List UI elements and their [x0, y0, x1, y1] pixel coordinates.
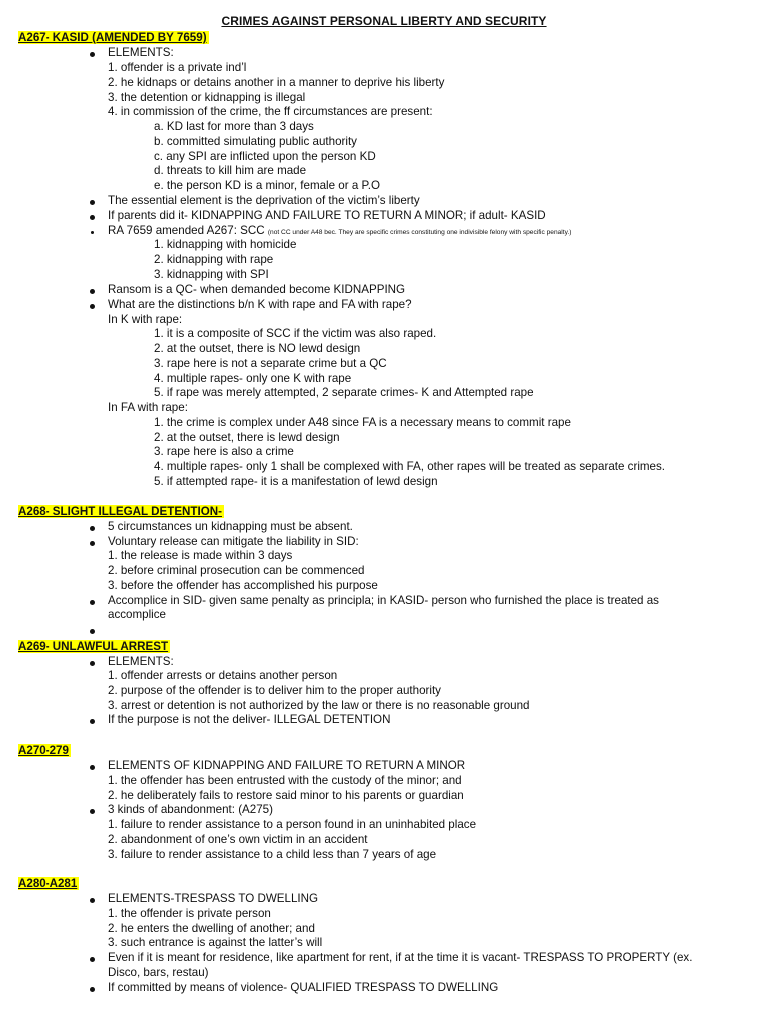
list-item: Disco, bars, restau) — [108, 966, 209, 979]
list-item: 2. he kidnaps or detains another in a manner to deprive his liberty — [108, 76, 445, 89]
list-item: If the purpose is not the deliver- ILLEGAL DETENTION — [108, 713, 391, 726]
list-item: c. any SPI are inflicted upon the person KD — [154, 150, 376, 163]
list-item: 3. rape here is also a crime — [154, 445, 294, 458]
list-item: e. the person KD is a minor, female or a P.O — [154, 179, 380, 192]
list-item: 3. failure to render assistance to a child less than 7 years of age — [108, 848, 437, 861]
list-item: 1. kidnapping with homicide — [154, 238, 297, 251]
list-item: Even if it is meant for residence, like apartment for rent, if at the time it is vacant- TRESPASS TO PROPERTY (ex. — [108, 951, 693, 964]
list-item: 5. if rape was merely attempted, 2 separate crimes- K and Attempted rape — [154, 386, 534, 399]
list-item: 2. he enters the dwelling of another; and — [108, 922, 315, 935]
list-item: 4. in commission of the crime, the ff circumstances are present: — [108, 105, 433, 118]
list-item: 3. rape here is not a separate crime but a QC — [154, 357, 387, 370]
list-item: 4. multiple rapes- only one K with rape — [154, 372, 352, 385]
bullet-icon — [90, 541, 95, 546]
bullet-icon — [90, 215, 95, 220]
bullet-icon — [90, 987, 95, 992]
list-item: 2. kidnapping with rape — [154, 253, 274, 266]
section-heading-a267: A267- KASID (AMENDED BY 7659) — [18, 31, 207, 44]
bullet-icon — [90, 304, 95, 309]
list-item: 3 kinds of abandonment: (A275) — [108, 803, 273, 816]
bullet-icon — [91, 231, 94, 234]
section-heading-a268: A268- SLIGHT ILLEGAL DETENTION- — [18, 505, 222, 518]
list-item: If parents did it- KIDNAPPING AND FAILURE TO RETURN A MINOR; if adult- KASID — [108, 209, 546, 222]
bullet-icon — [90, 765, 95, 770]
list-item: ELEMENTS-TRESPASS TO DWELLING — [108, 892, 319, 905]
bullet-icon — [90, 52, 95, 57]
list-item: 2. before criminal prosecution can be commenced — [108, 564, 365, 577]
list-item: 3. before the offender has accomplished his purpose — [108, 579, 378, 592]
list-item: If committed by means of violence- QUALIFIED TRESPASS TO DWELLING — [108, 981, 499, 994]
section-heading-a280: A280-A281 — [18, 877, 78, 890]
page-title: CRIMES AGAINST PERSONAL LIBERTY AND SECURITY — [221, 14, 547, 28]
list-item: 2. purpose of the offender is to deliver him to the proper authority — [108, 684, 441, 697]
list-item: What are the distinctions b/n K with rape and FA with rape? — [108, 298, 412, 311]
footnote-text: (not CC under A48 bec. They are specific crimes constituting one indivisible felony with specific penalty.) — [267, 229, 572, 236]
list-item: 1. the release is made within 3 days — [108, 549, 293, 562]
list-item: 3. such entrance is against the latter’s will — [108, 936, 323, 949]
section-heading-a269: A269- UNLAWFUL ARREST — [18, 640, 169, 653]
bullet-icon — [90, 200, 95, 205]
list-item: 1. failure to render assistance to a person found in an uninhabited place — [108, 818, 477, 831]
list-item: The essential element is the deprivation of the victim’s liberty — [108, 194, 420, 207]
list-item: 1. it is a composite of SCC if the victim was also raped. — [154, 327, 437, 340]
list-item: Voluntary release can mitigate the liability in SID: — [108, 535, 359, 548]
bullet-icon — [90, 809, 95, 814]
bullet-icon — [90, 719, 95, 724]
list-item: 3. arrest or detention is not authorized by the law or there is no reasonable ground — [108, 699, 530, 712]
list-item: d. threats to kill him are made — [154, 164, 307, 177]
list-item: Ransom is a QC- when demanded become KIDNAPPING — [108, 283, 406, 296]
list-item: Accomplice in SID- given same penalty as principla; in KASID- person who furnished the place is treated as — [108, 594, 659, 607]
list-item: 1. the offender is private person — [108, 907, 271, 920]
list-item: ELEMENTS OF KIDNAPPING AND FAILURE TO RETURN A MINOR — [108, 759, 466, 772]
section-heading-a270: A270-279 — [18, 744, 69, 757]
bullet-icon — [90, 526, 95, 531]
elements-label: ELEMENTS: — [108, 46, 174, 59]
list-item: 5 circumstances un kidnapping must be absent. — [108, 520, 353, 533]
list-item: 3. kidnapping with SPI — [154, 268, 269, 281]
list-item: 3. the detention or kidnapping is illegal — [108, 91, 306, 104]
list-item: accomplice — [108, 608, 166, 621]
sub-label: In K with rape: — [108, 313, 183, 326]
bullet-icon — [90, 629, 95, 634]
bullet-icon — [90, 661, 95, 666]
elements-label: ELEMENTS: — [108, 655, 174, 668]
list-item: 2. he deliberately fails to restore said minor to his parents or guardian — [108, 789, 464, 802]
bullet-icon — [90, 957, 95, 962]
list-item: 1. offender arrests or detains another person — [108, 669, 338, 682]
list-item: 4. multiple rapes- only 1 shall be complexed with FA, other rapes will be treated as separate crimes. — [154, 460, 666, 473]
list-item: 2. at the outset, there is NO lewd design — [154, 342, 361, 355]
list-item: RA 7659 amended A267: SCC (not CC under A48 bec. They are specific crimes constituting one indivisible felony with specific penalty.) — [108, 224, 572, 237]
list-item: 1. the crime is complex under A48 since FA is a necessary means to commit rape — [154, 416, 571, 429]
sub-label: In FA with rape: — [108, 401, 188, 414]
bullet-icon — [90, 898, 95, 903]
list-item: 2. abandonment of one’s own victim in an accident — [108, 833, 368, 846]
list-item: 2. at the outset, there is lewd design — [154, 431, 340, 444]
list-item: 1. the offender has been entrusted with the custody of the minor; and — [108, 774, 462, 787]
list-item: 1. offender is a private ind’l — [108, 61, 247, 74]
bullet-icon — [90, 289, 95, 294]
list-item: a. KD last for more than 3 days — [154, 120, 314, 133]
list-item: 5. if attempted rape- it is a manifestation of lewd design — [154, 475, 438, 488]
bullet-icon — [90, 600, 95, 605]
list-item: b. committed simulating public authority — [154, 135, 357, 148]
